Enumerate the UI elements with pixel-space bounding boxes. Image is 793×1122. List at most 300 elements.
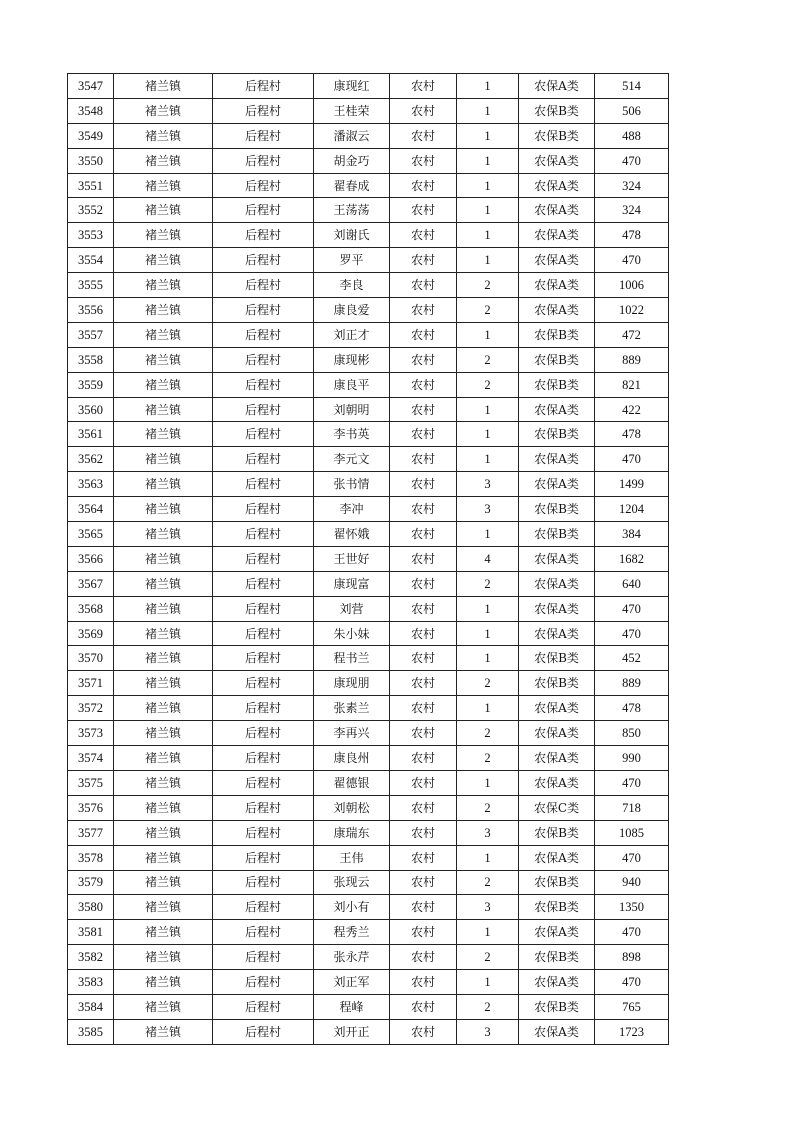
cell-insurance-category: 农保B类 [519,646,595,671]
cell-serial-number: 3554 [68,248,114,273]
cell-insurance-category: 农保A类 [519,696,595,721]
cell-amount: 718 [595,795,669,820]
cell-household-type: 农村 [390,696,457,721]
cell-insurance-category: 农保A类 [519,273,595,298]
cell-insurance-category: 农保A类 [519,447,595,472]
cell-village: 后程村 [213,422,314,447]
cell-serial-number: 3576 [68,795,114,820]
cell-town: 褚兰镇 [114,223,213,248]
cell-insurance-category: 农保A类 [519,920,595,945]
cell-serial-number: 3556 [68,298,114,323]
cell-town: 褚兰镇 [114,696,213,721]
cell-amount: 1022 [595,298,669,323]
cell-town: 褚兰镇 [114,770,213,795]
cell-name: 李冲 [314,497,390,522]
table-row [68,845,669,870]
cell-name: 王桂荣 [314,98,390,123]
cell-town: 褚兰镇 [114,621,213,646]
cell-member-count: 1 [457,322,519,347]
cell-town: 褚兰镇 [114,571,213,596]
cell-household-type: 农村 [390,546,457,571]
cell-amount: 1204 [595,497,669,522]
cell-household-type: 农村 [390,571,457,596]
cell-town: 褚兰镇 [114,820,213,845]
cell-insurance-category: 农保A类 [519,970,595,995]
cell-town: 褚兰镇 [114,298,213,323]
cell-household-type: 农村 [390,148,457,173]
cell-member-count: 2 [457,746,519,771]
cell-town: 褚兰镇 [114,347,213,372]
table-row [68,248,669,273]
cell-insurance-category: 农保A类 [519,173,595,198]
table-row [68,347,669,372]
cell-village: 后程村 [213,994,314,1019]
cell-amount: 324 [595,173,669,198]
cell-name: 朱小妹 [314,621,390,646]
cell-member-count: 3 [457,472,519,497]
cell-town: 褚兰镇 [114,372,213,397]
cell-village: 后程村 [213,621,314,646]
cell-insurance-category: 农保A类 [519,770,595,795]
cell-name: 康良爱 [314,298,390,323]
cell-town: 褚兰镇 [114,198,213,223]
cell-household-type: 农村 [390,920,457,945]
cell-serial-number: 3565 [68,522,114,547]
table-body [68,74,669,1045]
cell-insurance-category: 农保A类 [519,472,595,497]
cell-amount: 1350 [595,895,669,920]
cell-member-count: 1 [457,646,519,671]
cell-serial-number: 3548 [68,98,114,123]
cell-household-type: 农村 [390,322,457,347]
cell-household-type: 农村 [390,770,457,795]
cell-member-count: 1 [457,696,519,721]
cell-village: 后程村 [213,696,314,721]
cell-insurance-category: 农保B类 [519,994,595,1019]
cell-amount: 889 [595,347,669,372]
cell-amount: 470 [595,920,669,945]
cell-amount: 478 [595,422,669,447]
cell-village: 后程村 [213,173,314,198]
cell-serial-number: 3557 [68,322,114,347]
cell-household-type: 农村 [390,522,457,547]
cell-household-type: 农村 [390,746,457,771]
cell-village: 后程村 [213,770,314,795]
cell-insurance-category: 农保B类 [519,895,595,920]
cell-name: 康瑞东 [314,820,390,845]
cell-serial-number: 3584 [68,994,114,1019]
table-row [68,795,669,820]
cell-member-count: 2 [457,721,519,746]
cell-household-type: 农村 [390,497,457,522]
cell-insurance-category: 农保B类 [519,870,595,895]
cell-insurance-category: 农保A类 [519,74,595,99]
cell-serial-number: 3561 [68,422,114,447]
cell-name: 刘正军 [314,970,390,995]
cell-town: 褚兰镇 [114,795,213,820]
cell-amount: 478 [595,223,669,248]
cell-household-type: 农村 [390,447,457,472]
cell-town: 褚兰镇 [114,870,213,895]
cell-insurance-category: 农保B类 [519,671,595,696]
cell-member-count: 2 [457,994,519,1019]
cell-household-type: 农村 [390,596,457,621]
cell-name: 李书英 [314,422,390,447]
cell-household-type: 农村 [390,98,457,123]
cell-village: 后程村 [213,746,314,771]
cell-household-type: 农村 [390,945,457,970]
table-row [68,994,669,1019]
cell-village: 后程村 [213,248,314,273]
cell-town: 褚兰镇 [114,945,213,970]
cell-amount: 452 [595,646,669,671]
cell-household-type: 农村 [390,970,457,995]
cell-amount: 470 [595,248,669,273]
cell-insurance-category: 农保A类 [519,571,595,596]
recipient-table [67,73,669,1045]
cell-name: 刘朝松 [314,795,390,820]
cell-serial-number: 3574 [68,746,114,771]
cell-village: 后程村 [213,497,314,522]
cell-name: 潘淑云 [314,123,390,148]
cell-serial-number: 3577 [68,820,114,845]
cell-name: 翟德银 [314,770,390,795]
cell-village: 后程村 [213,721,314,746]
cell-amount: 898 [595,945,669,970]
cell-town: 褚兰镇 [114,895,213,920]
table-row [68,646,669,671]
cell-town: 褚兰镇 [114,546,213,571]
cell-household-type: 农村 [390,820,457,845]
cell-member-count: 2 [457,671,519,696]
cell-insurance-category: 农保A类 [519,845,595,870]
cell-name: 张现云 [314,870,390,895]
table-row [68,671,669,696]
table-row [68,148,669,173]
cell-village: 后程村 [213,970,314,995]
cell-name: 王荡荡 [314,198,390,223]
cell-serial-number: 3583 [68,970,114,995]
cell-insurance-category: 农保B类 [519,123,595,148]
cell-insurance-category: 农保A类 [519,546,595,571]
cell-village: 后程村 [213,895,314,920]
table-row [68,74,669,99]
table-row [68,397,669,422]
table-row [68,621,669,646]
table-row [68,895,669,920]
cell-name: 刘正才 [314,322,390,347]
cell-name: 康现彬 [314,347,390,372]
cell-member-count: 1 [457,970,519,995]
cell-member-count: 2 [457,298,519,323]
cell-name: 刘小有 [314,895,390,920]
cell-insurance-category: 农保B类 [519,820,595,845]
cell-serial-number: 3551 [68,173,114,198]
cell-village: 后程村 [213,347,314,372]
cell-village: 后程村 [213,223,314,248]
cell-name: 刘开正 [314,1019,390,1044]
cell-amount: 470 [595,845,669,870]
cell-village: 后程村 [213,98,314,123]
cell-member-count: 3 [457,820,519,845]
cell-name: 张书情 [314,472,390,497]
cell-serial-number: 3580 [68,895,114,920]
cell-name: 康现朋 [314,671,390,696]
cell-village: 后程村 [213,372,314,397]
cell-amount: 470 [595,770,669,795]
cell-insurance-category: 农保B类 [519,945,595,970]
table-row [68,173,669,198]
cell-amount: 470 [595,596,669,621]
cell-amount: 384 [595,522,669,547]
cell-amount: 470 [595,621,669,646]
cell-town: 褚兰镇 [114,721,213,746]
cell-member-count: 1 [457,422,519,447]
cell-village: 后程村 [213,74,314,99]
cell-name: 康现红 [314,74,390,99]
table-row [68,546,669,571]
cell-household-type: 农村 [390,472,457,497]
cell-member-count: 3 [457,895,519,920]
cell-member-count: 1 [457,223,519,248]
cell-insurance-category: 农保A类 [519,746,595,771]
table-row [68,820,669,845]
cell-household-type: 农村 [390,1019,457,1044]
cell-insurance-category: 农保B类 [519,422,595,447]
cell-town: 褚兰镇 [114,746,213,771]
cell-serial-number: 3571 [68,671,114,696]
cell-insurance-category: 农保B类 [519,372,595,397]
cell-village: 后程村 [213,920,314,945]
cell-serial-number: 3578 [68,845,114,870]
cell-name: 张素兰 [314,696,390,721]
table-row [68,571,669,596]
table-row [68,123,669,148]
cell-amount: 850 [595,721,669,746]
cell-amount: 1682 [595,546,669,571]
cell-village: 后程村 [213,397,314,422]
cell-household-type: 农村 [390,870,457,895]
cell-serial-number: 3560 [68,397,114,422]
cell-member-count: 1 [457,74,519,99]
table-row [68,746,669,771]
cell-household-type: 农村 [390,671,457,696]
cell-amount: 470 [595,970,669,995]
cell-town: 褚兰镇 [114,98,213,123]
table-row [68,945,669,970]
cell-member-count: 1 [457,148,519,173]
cell-insurance-category: 农保B类 [519,522,595,547]
cell-insurance-category: 农保A类 [519,397,595,422]
table-row [68,273,669,298]
table-row [68,472,669,497]
table-row [68,372,669,397]
cell-town: 褚兰镇 [114,596,213,621]
cell-village: 后程村 [213,447,314,472]
cell-serial-number: 3558 [68,347,114,372]
cell-household-type: 农村 [390,845,457,870]
cell-household-type: 农村 [390,621,457,646]
cell-member-count: 3 [457,497,519,522]
cell-serial-number: 3581 [68,920,114,945]
cell-member-count: 2 [457,571,519,596]
cell-household-type: 农村 [390,721,457,746]
cell-town: 褚兰镇 [114,1019,213,1044]
cell-serial-number: 3582 [68,945,114,970]
cell-serial-number: 3552 [68,198,114,223]
cell-insurance-category: 农保B类 [519,347,595,372]
cell-village: 后程村 [213,870,314,895]
cell-name: 程秀兰 [314,920,390,945]
cell-town: 褚兰镇 [114,447,213,472]
cell-member-count: 1 [457,920,519,945]
table-row [68,870,669,895]
cell-member-count: 2 [457,273,519,298]
cell-serial-number: 3547 [68,74,114,99]
table-row [68,721,669,746]
cell-serial-number: 3570 [68,646,114,671]
cell-village: 后程村 [213,298,314,323]
table-row [68,596,669,621]
cell-amount: 1499 [595,472,669,497]
cell-household-type: 农村 [390,646,457,671]
cell-member-count: 3 [457,1019,519,1044]
cell-insurance-category: 农保C类 [519,795,595,820]
cell-insurance-category: 农保A类 [519,596,595,621]
cell-amount: 514 [595,74,669,99]
cell-amount: 640 [595,571,669,596]
cell-serial-number: 3549 [68,123,114,148]
cell-town: 褚兰镇 [114,273,213,298]
cell-name: 刘朝明 [314,397,390,422]
cell-town: 褚兰镇 [114,497,213,522]
table-row [68,770,669,795]
cell-household-type: 农村 [390,273,457,298]
cell-town: 褚兰镇 [114,845,213,870]
cell-serial-number: 3553 [68,223,114,248]
cell-insurance-category: 农保A类 [519,148,595,173]
cell-town: 褚兰镇 [114,173,213,198]
cell-member-count: 4 [457,546,519,571]
cell-amount: 324 [595,198,669,223]
cell-insurance-category: 农保B类 [519,322,595,347]
cell-member-count: 2 [457,372,519,397]
cell-insurance-category: 农保A类 [519,621,595,646]
cell-town: 褚兰镇 [114,920,213,945]
cell-serial-number: 3566 [68,546,114,571]
cell-serial-number: 3564 [68,497,114,522]
table-row [68,322,669,347]
cell-village: 后程村 [213,596,314,621]
table-row [68,522,669,547]
cell-insurance-category: 农保A类 [519,248,595,273]
table-row [68,1019,669,1044]
cell-member-count: 1 [457,845,519,870]
cell-village: 后程村 [213,123,314,148]
cell-member-count: 1 [457,123,519,148]
cell-serial-number: 3563 [68,472,114,497]
cell-household-type: 农村 [390,74,457,99]
cell-household-type: 农村 [390,298,457,323]
cell-amount: 478 [595,696,669,721]
cell-household-type: 农村 [390,223,457,248]
cell-amount: 470 [595,148,669,173]
cell-village: 后程村 [213,671,314,696]
cell-town: 褚兰镇 [114,74,213,99]
cell-town: 褚兰镇 [114,322,213,347]
cell-name: 王伟 [314,845,390,870]
cell-insurance-category: 农保B类 [519,98,595,123]
cell-amount: 1006 [595,273,669,298]
cell-town: 褚兰镇 [114,472,213,497]
cell-amount: 488 [595,123,669,148]
cell-serial-number: 3569 [68,621,114,646]
cell-village: 后程村 [213,646,314,671]
cell-town: 褚兰镇 [114,994,213,1019]
table-row [68,198,669,223]
cell-household-type: 农村 [390,123,457,148]
cell-insurance-category: 农保A类 [519,198,595,223]
cell-serial-number: 3559 [68,372,114,397]
cell-member-count: 1 [457,621,519,646]
cell-member-count: 2 [457,945,519,970]
cell-household-type: 农村 [390,173,457,198]
cell-name: 康良平 [314,372,390,397]
cell-name: 康良州 [314,746,390,771]
cell-village: 后程村 [213,820,314,845]
cell-village: 后程村 [213,845,314,870]
cell-village: 后程村 [213,945,314,970]
cell-village: 后程村 [213,795,314,820]
cell-member-count: 1 [457,173,519,198]
cell-serial-number: 3562 [68,447,114,472]
cell-name: 刘营 [314,596,390,621]
cell-village: 后程村 [213,1019,314,1044]
table-row [68,696,669,721]
table-row [68,447,669,472]
cell-name: 张永芹 [314,945,390,970]
cell-name: 胡金巧 [314,148,390,173]
cell-household-type: 农村 [390,347,457,372]
cell-insurance-category: 农保A类 [519,721,595,746]
cell-amount: 470 [595,447,669,472]
cell-town: 褚兰镇 [114,148,213,173]
cell-amount: 889 [595,671,669,696]
table-row [68,298,669,323]
cell-town: 褚兰镇 [114,397,213,422]
cell-amount: 940 [595,870,669,895]
cell-amount: 765 [595,994,669,1019]
cell-amount: 472 [595,322,669,347]
cell-name: 李元文 [314,447,390,472]
cell-name: 刘谢氏 [314,223,390,248]
cell-amount: 1723 [595,1019,669,1044]
cell-name: 王世好 [314,546,390,571]
table-row [68,98,669,123]
cell-insurance-category: 农保B类 [519,497,595,522]
cell-member-count: 1 [457,198,519,223]
cell-town: 褚兰镇 [114,248,213,273]
cell-household-type: 农村 [390,895,457,920]
cell-member-count: 1 [457,770,519,795]
cell-insurance-category: 农保A类 [519,298,595,323]
cell-town: 褚兰镇 [114,522,213,547]
cell-village: 后程村 [213,322,314,347]
cell-town: 褚兰镇 [114,671,213,696]
cell-name: 康现富 [314,571,390,596]
cell-serial-number: 3579 [68,870,114,895]
cell-amount: 1085 [595,820,669,845]
